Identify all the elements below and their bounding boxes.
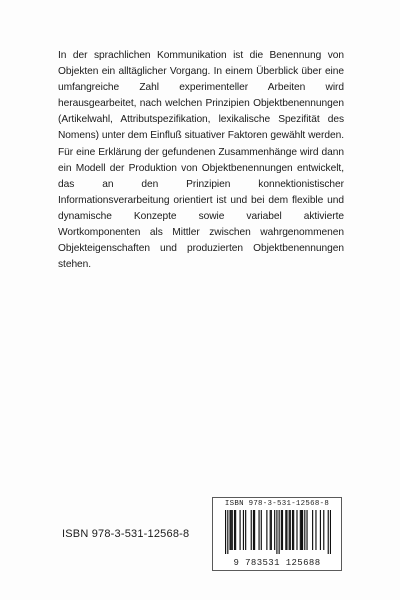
barcode-bar <box>270 510 271 550</box>
barcode-bar <box>306 510 307 550</box>
barcode-bar <box>320 510 321 550</box>
barcode-bar <box>231 510 232 550</box>
barcode-bar <box>261 510 262 550</box>
barcode-bar <box>304 510 305 550</box>
barcode-guard-bar <box>276 510 277 554</box>
barcode-bar <box>258 510 259 550</box>
barcode-bar <box>315 510 316 550</box>
barcode-guard-bar <box>328 510 329 554</box>
barcode-bar <box>282 510 283 550</box>
barcode-bar <box>323 510 324 550</box>
barcode-bar <box>300 510 301 550</box>
barcode-bar <box>285 510 286 550</box>
barcode-bar <box>229 510 230 550</box>
barcode-bar <box>254 510 255 550</box>
barcode-bar <box>289 510 290 550</box>
barcode-guard-bar <box>330 510 331 554</box>
barcode-bar <box>232 510 233 550</box>
barcode-bar <box>290 510 291 550</box>
barcode-bars <box>225 510 331 554</box>
barcode-bar <box>281 510 282 550</box>
barcode-digits: 9 783531 125688 <box>233 558 321 568</box>
barcode-block <box>212 497 342 571</box>
barcode-bar <box>312 510 313 550</box>
barcode-bar <box>235 510 236 550</box>
barcode-guard-bar <box>225 510 226 554</box>
barcode-bar <box>296 510 297 550</box>
barcode-bar <box>302 510 303 550</box>
barcode-bar <box>292 510 293 550</box>
barcode-guard-bar <box>227 510 228 554</box>
barcode-bar <box>301 510 302 550</box>
barcode-bar <box>245 510 246 550</box>
barcode-bar <box>251 510 252 550</box>
barcode-bar <box>234 510 235 550</box>
barcode-isbn-line: ISBN 978-3-531-12568-8 <box>224 500 330 508</box>
barcode-bar <box>274 510 275 550</box>
barcode-guard-bar <box>279 510 280 554</box>
isbn-label: ISBN 978-3-531-12568-8 <box>62 528 190 540</box>
barcode-bar <box>243 510 244 550</box>
barcode-bar <box>240 510 241 550</box>
barcode-bar <box>293 510 294 550</box>
barcode-bar <box>266 510 267 550</box>
barcode-bar <box>286 510 287 550</box>
barcode-bar <box>271 510 272 550</box>
back-cover-blurb: In der sprachlichen Kommunikation ist die Benennung von Objekten ein alltäglicher Vorgang. In einem Überblick über eine umfangreiche Zahl experimenteller Arbeiten wird herausgearbeitet, nach welchen Prinzipien Objektbenennungen (Artikelwahl, Attributspezifikation, lexikalische Spezifität des Nomens) unter dem Einfluß situativer Faktoren gewählt werden. Für eine Erklärung der gefundenen Zusammenhänge wird dann ein Modell der Produktion von Objektbenennungen entwickelt, das an den Prinzipien konnektionistischer Informationsverarbeitung orientiert ist und bei dem flexible und dynamische Konzepte sowie variabel aktivierte Wortkomponenten als Mittler zwischen wahrgenommenen Objekteigenschaften und produzierten Objektbenennungen stehen. <box>58 50 344 271</box>
barcode-bar <box>253 510 254 550</box>
